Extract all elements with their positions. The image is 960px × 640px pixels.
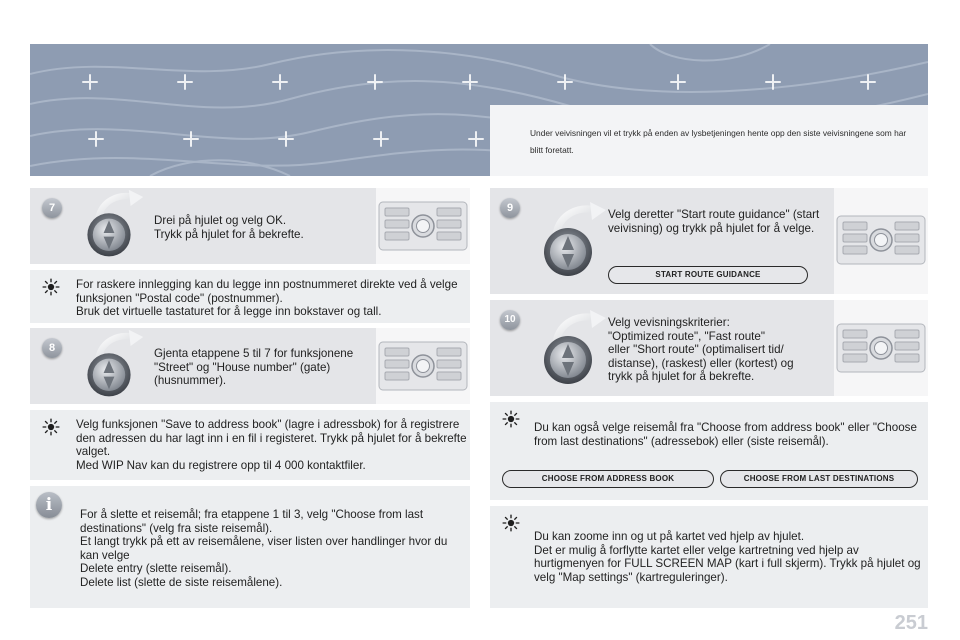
page-number: 251 <box>894 612 928 634</box>
start-route-guidance-button[interactable]: START ROUTE GUIDANCE <box>608 266 808 284</box>
sun-tip-icon <box>42 278 60 296</box>
radio-front-panel-icon <box>377 188 469 264</box>
tip-postal-code-text: For raskere innlegging kan du legge inn postnummeret direkte ved å velge funksjonen "Postal code" (postnummer). Bruk det virtuelle tastaturet for å legge inn bokstaver og tall. <box>76 278 458 319</box>
tip-choose-destination-panel <box>490 402 928 500</box>
step-7-text: Drei på hjulet og velg OK. Trykk på hjulet for å bekrefte. <box>154 214 304 241</box>
step-9-text: Velg deretter "Start route guidance" (start veivisning) og trykk på hjulet for å velge. <box>608 208 820 235</box>
radio-panel <box>376 328 470 404</box>
rotary-knob-icon <box>538 200 618 280</box>
info-delete-text: For å slette et reisemål; fra etappene 1 til 3, velg "Choose from last destinations" (velg fra siste reisemål). Et langt trykk på ett av reisemålene, viser listen over handlinger hvor du kan velge Delete entry (slette reisemål). Delete list (slette de siste reisemålene). <box>80 508 448 589</box>
step-10-panel <box>490 300 928 396</box>
info-delete-panel <box>30 486 470 608</box>
step-8-panel <box>30 328 470 404</box>
sun-tip-icon <box>502 410 520 428</box>
tip-address-book-text: Velg funksjonen "Save to address book" (lagre i adressbok) for å registrere den adressen du har lagt inn i en fil i registeret. Trykk på hjulet for å bekrefte valget. Med WIP Nav kan du registrere opp til 4 000 kontaktfiler. <box>76 418 467 472</box>
radio-panel <box>834 188 928 294</box>
radio-panel <box>376 188 470 264</box>
step-number-badge: 7 <box>42 198 62 218</box>
info-icon: i <box>36 492 62 518</box>
rotary-knob-icon <box>82 328 154 400</box>
radio-panel <box>834 300 928 396</box>
sun-tip-icon <box>42 418 60 436</box>
radio-front-panel-icon <box>835 310 927 386</box>
step-10-text: Velg vevisningskriterier: "Optimized route", "Fast route" eller "Short route" (optimalisert tid/ distanse), (raskest) eller (kortest) og trykk på hjulet for å bekrefte. <box>608 316 794 384</box>
banner-note-text: Under veivisningen vil et trykk på enden av lysbetjeningen hente opp den siste veivisningene som har blitt foretatt. <box>530 128 907 155</box>
rotary-knob-icon <box>538 308 618 388</box>
step-7-panel <box>30 188 470 264</box>
rotary-knob-icon <box>82 188 154 260</box>
tip-zoom-map-panel <box>490 506 928 608</box>
radio-front-panel-icon <box>835 202 927 278</box>
choose-from-address-book-button[interactable]: CHOOSE FROM ADDRESS BOOK <box>502 470 714 488</box>
step-8-text: Gjenta etappene 5 til 7 for funksjonene "Street" og "House number" (gate) (husnummer). <box>154 347 354 388</box>
tip-zoom-map-text: Du kan zoome inn og ut på kartet ved hjelp av hjulet. Det er mulig å forflytte kartet eller velge kartretning ved hjelp av hurtigmenyen for FULL SCREEN MAP (kart i full skjerm). Trykk på hjulet og velg "Map settings" (kartreguleringer). <box>534 530 921 584</box>
step-number-badge: 10 <box>500 310 520 330</box>
tip-address-book-panel <box>30 410 470 480</box>
sun-tip-icon <box>502 514 520 532</box>
tip-postal-code-panel <box>30 270 470 323</box>
step-number-badge: 9 <box>500 198 520 218</box>
step-number-badge: 8 <box>42 338 62 358</box>
tip-choose-destination-text: Du kan også velge reisemål fra "Choose from address book" eller "Choose from last destinations" (adressebok) eller (siste reisemål). <box>534 421 917 448</box>
choose-from-last-destinations-button[interactable]: CHOOSE FROM LAST DESTINATIONS <box>720 470 918 488</box>
radio-front-panel-icon <box>377 328 469 404</box>
banner-note-box <box>490 105 928 176</box>
step-9-panel <box>490 188 928 294</box>
